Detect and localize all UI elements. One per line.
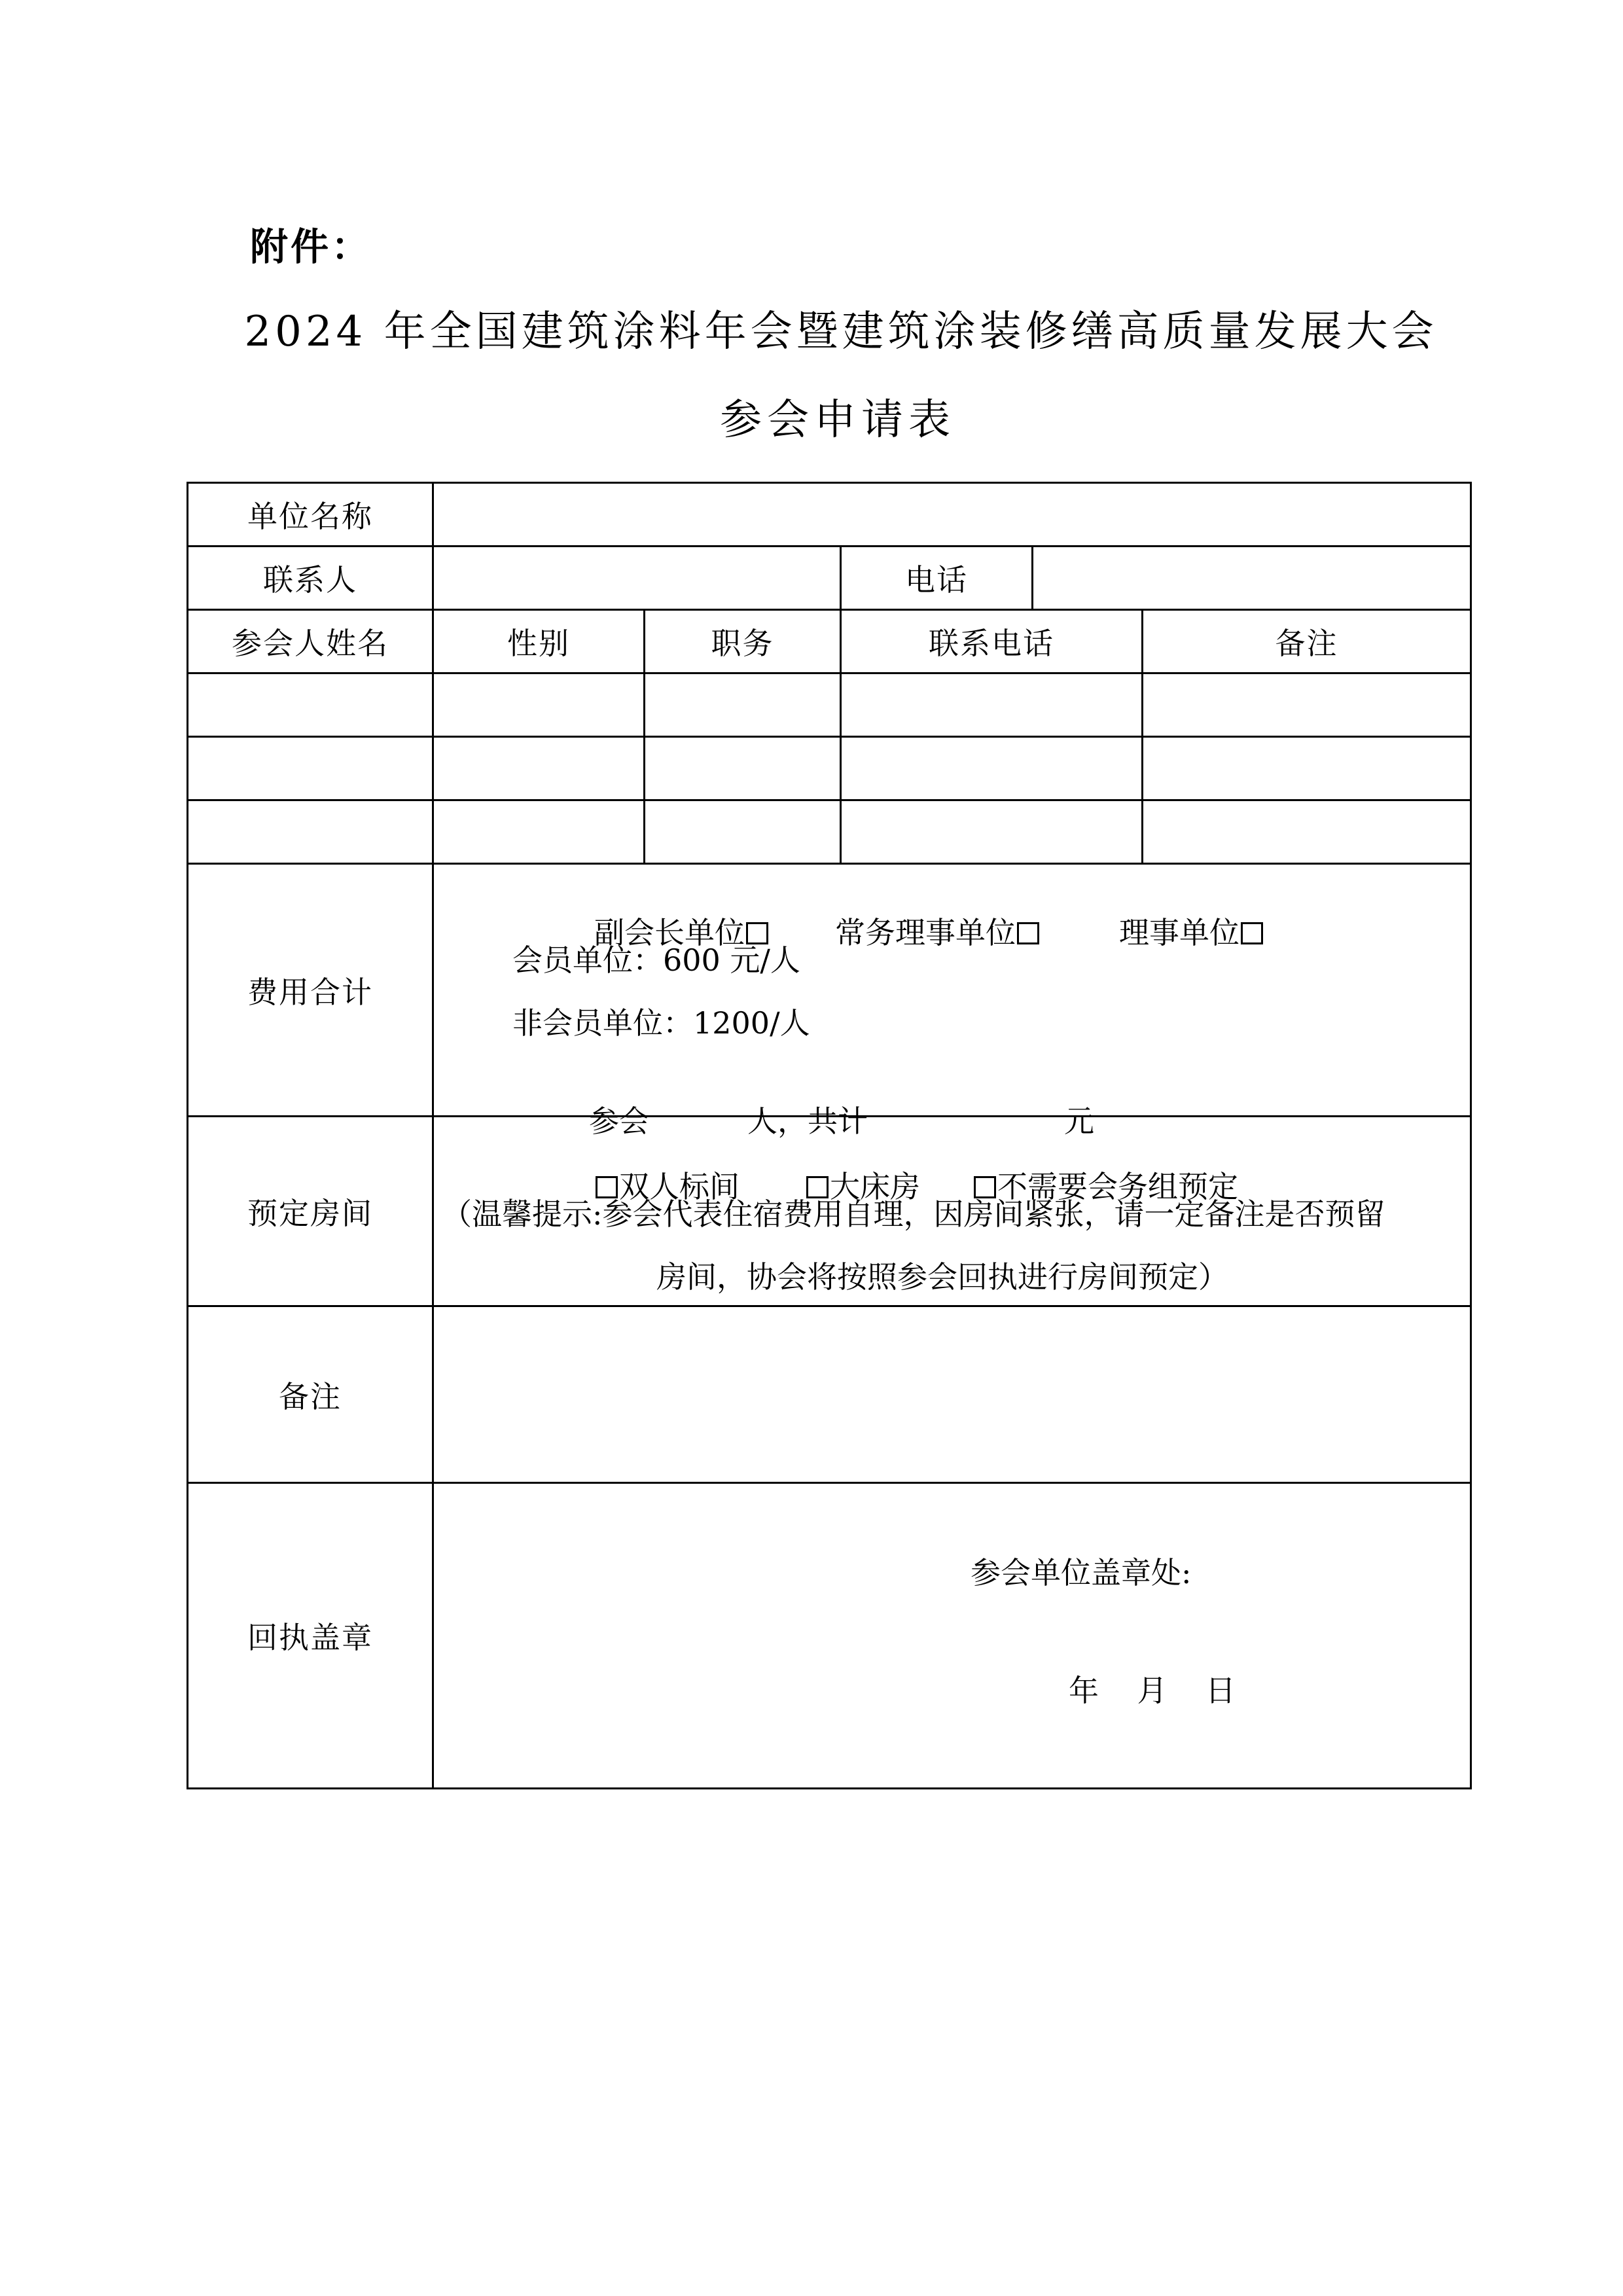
- remarks-label: 备注: [188, 1306, 433, 1483]
- attendee-gender-cell[interactable]: [433, 673, 645, 737]
- contact-field[interactable]: [433, 547, 841, 610]
- seal-area[interactable]: [433, 1483, 1471, 1789]
- attendee-phone-cell[interactable]: [841, 673, 1143, 737]
- attendee-phone-cell[interactable]: [841, 737, 1143, 800]
- remarks-row: [188, 1306, 1471, 1483]
- document-title: 2024 年全国建筑涂料年会暨建筑涂装修缮高质量发展大会: [244, 308, 1438, 356]
- king-room-label: 大床房: [829, 1169, 920, 1204]
- attendee-row: [188, 800, 1471, 864]
- seal-label: 回执盖章: [188, 1483, 433, 1789]
- remarks-field[interactable]: [433, 1306, 1471, 1483]
- room-row: [188, 1117, 1471, 1306]
- attendee-remarks-cell[interactable]: [1143, 673, 1471, 737]
- attend-mid: 人，共计: [747, 1103, 868, 1139]
- attendee-row: [188, 737, 1471, 800]
- attendee-phone-cell[interactable]: [841, 800, 1143, 864]
- org-name-row: [188, 483, 1471, 547]
- non-member-fee-text: 非会员单位：1200/人: [512, 1005, 810, 1041]
- attachment-label: 附件：: [250, 224, 372, 269]
- attendee-remarks-cell[interactable]: [1143, 800, 1471, 864]
- phone-label: 电话: [841, 547, 1033, 610]
- attendee-gender-cell[interactable]: [433, 737, 645, 800]
- room-hint-line2: 房间，协会将按照参会回执进行房间预定）: [656, 1259, 1228, 1295]
- phone-field[interactable]: [1033, 547, 1471, 610]
- contact-row: [188, 547, 1471, 610]
- member-fee-text: 会员单位：600 元/人: [512, 942, 800, 978]
- room-hint-line1: （温馨提示:参会代表住宿费用自理，因房间紧张，请一定备注是否预留: [442, 1196, 1385, 1232]
- director-checkbox[interactable]: [1241, 922, 1263, 944]
- fee-label: 费用合计: [188, 864, 433, 1117]
- attendee-header-row: [188, 610, 1471, 673]
- option-director-label: 理事单位: [1118, 915, 1240, 950]
- fee-row: [188, 864, 1471, 1117]
- attendee-name-cell[interactable]: [188, 673, 433, 737]
- attendee-name-cell[interactable]: [188, 737, 433, 800]
- org-name-field[interactable]: [433, 483, 1471, 547]
- attend-prefix: 参会: [588, 1103, 649, 1139]
- attendee-name-cell[interactable]: [188, 800, 433, 864]
- attendee-remarks-cell[interactable]: [1143, 737, 1471, 800]
- col-header-remarks: 备注: [1143, 610, 1471, 673]
- attendee-row: [188, 673, 1471, 737]
- date-text: 年 月 日: [1069, 1673, 1236, 1708]
- attend-suffix: 元: [1063, 1103, 1094, 1139]
- no-booking-label: 不需要会务组预定: [997, 1169, 1238, 1204]
- stamp-text: 参会单位盖章处:: [971, 1555, 1192, 1590]
- application-form-table: [187, 482, 1472, 1789]
- option-standing-director-label: 常务理事单位: [834, 915, 1016, 950]
- org-name-label: 单位名称: [188, 483, 433, 547]
- col-header-name: 参会人姓名: [188, 610, 433, 673]
- col-header-gender: 性别: [433, 610, 645, 673]
- document-subtitle: 参会申请表: [720, 396, 955, 444]
- attendee-position-cell[interactable]: [645, 800, 841, 864]
- attendee-gender-cell[interactable]: [433, 800, 645, 864]
- attendee-position-cell[interactable]: [645, 737, 841, 800]
- fee-content: [433, 864, 1471, 1139]
- standing-director-checkbox[interactable]: [1017, 922, 1039, 944]
- option-vice-president-label: 副会长单位: [594, 915, 745, 950]
- attendee-position-cell[interactable]: [645, 673, 841, 737]
- twin-room-label: 双人标间: [618, 1169, 740, 1204]
- seal-row: [188, 1483, 1471, 1789]
- col-header-phone: 联系电话: [841, 610, 1143, 673]
- room-label: 预定房间: [188, 1117, 433, 1306]
- room-content: [433, 1117, 1471, 1306]
- col-header-position: 职务: [645, 610, 841, 673]
- contact-label: 联系人: [188, 547, 433, 610]
